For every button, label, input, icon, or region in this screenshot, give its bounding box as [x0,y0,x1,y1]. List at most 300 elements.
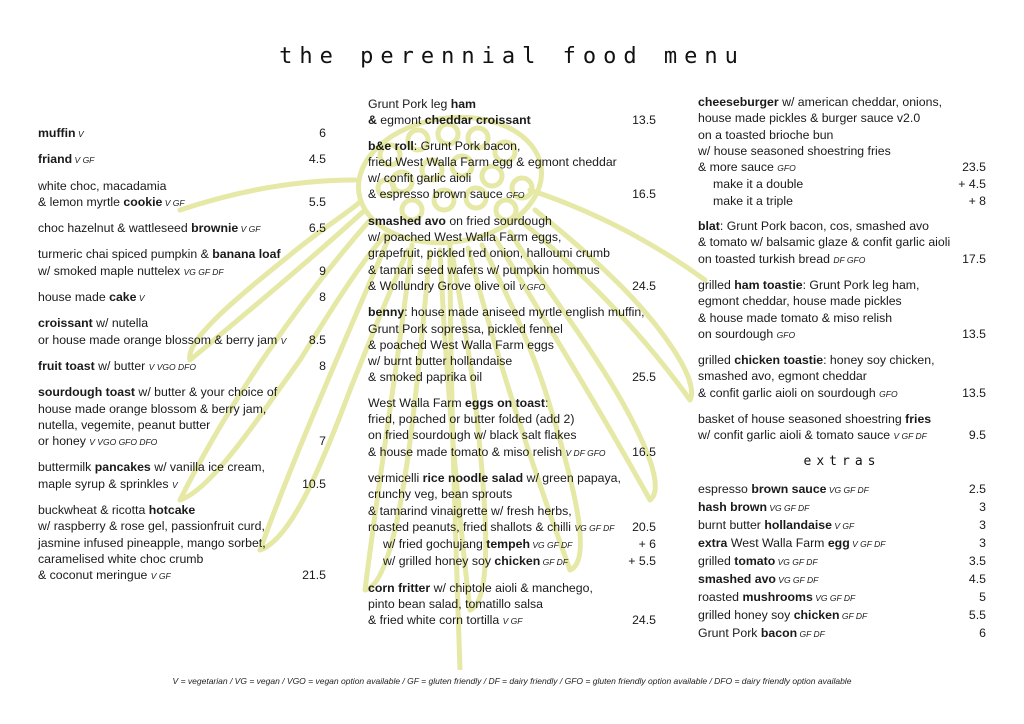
item-text: on sourdough [698,326,777,341]
dietary-tags: GFO [879,388,898,399]
item-description [368,553,568,570]
item-name: croissant [38,316,93,331]
item-text: maple syrup & sprinkles [38,476,172,491]
item-text: egmont [376,113,425,128]
item-text: house made orange blossom & berry jam, [38,401,267,416]
item-description [368,536,572,553]
menu-title: the perennial food menu [279,44,745,69]
item-text: grilled honey soy [698,607,794,622]
menu-item-line [38,358,326,375]
item-description [698,110,920,126]
item-price: 2.5 [968,481,986,496]
item-description [698,535,885,553]
item-description [38,476,178,493]
item-text: : Grunt Pork bacon, [413,138,521,153]
menu-item-line [368,470,656,486]
item-description [38,289,145,306]
item-description [698,368,867,384]
menu-item [368,304,656,385]
item-description [698,352,935,368]
menu-item [38,125,326,142]
item-text: w/ poached West Walla Farm eggs, [368,230,562,245]
item-description [38,246,281,262]
menu-item [698,277,986,343]
dietary-tags: DF GFO [833,254,866,265]
item-price: 17.5 [962,251,986,266]
item-name: cake [109,290,137,305]
item-price: 21.5 [302,568,326,583]
menu-item-line [698,277,986,293]
menu-item-line [368,395,656,411]
item-description [368,170,471,186]
item-description [698,481,869,499]
menu-item [38,315,326,349]
item-text: grilled [698,553,735,568]
menu-item-line [38,194,326,211]
item-description [38,125,84,142]
menu-item-line [698,310,986,326]
item-name: smashed avo [368,213,446,228]
menu-item-line [698,143,986,159]
dietary-tags: V GF [162,197,185,208]
item-name: blat [698,219,720,234]
menu-item [38,246,326,280]
item-text: buckwheat & ricotta [38,503,149,518]
menu-item-line [38,332,326,349]
menu-item-line [368,186,656,203]
item-description [38,417,210,433]
dietary-tags: V [171,479,178,490]
item-description [698,427,927,444]
menu-item-line [368,519,656,536]
item-price: 10.5 [302,476,326,491]
dietary-tags: V GF [150,571,171,582]
dietary-tags: GFO [777,163,796,174]
item-price: 8.5 [308,332,326,347]
item-text: roasted [698,589,743,604]
item-text: & poached West Walla Farm eggs [368,337,554,352]
item-text: pinto bean salad, tomatillo salsa [368,597,543,612]
item-description [698,176,803,192]
menu-item-line [368,154,656,170]
item-price: 7 [319,434,326,449]
item-text: w/ butter & your choice of [135,385,278,400]
extra-item [698,607,986,625]
item-description [368,321,563,337]
item-text: & espresso brown sauce [368,187,507,202]
item-name: hash brown [698,499,768,514]
item-name: chicken toastie [734,353,824,368]
item-description [698,499,809,517]
menu-item-line [368,229,656,245]
item-price: 3.5 [968,553,986,568]
item-description [38,535,266,551]
menu-item [698,94,986,209]
item-text: vermicelli [368,470,423,485]
menu-item-line [368,96,656,112]
item-text: West Walla Farm [368,395,466,410]
menu-item-line [38,401,326,417]
item-description [698,218,929,234]
item-text: jasmine infused pineapple, mango sorbet, [38,535,266,550]
item-text: & lemon myrtle [38,194,124,209]
item-price: 3 [979,517,986,532]
menu-item [38,358,326,375]
dietary-tags: V GF DF [849,538,886,549]
menu-item [368,96,656,129]
menu-item-line [698,293,986,309]
menu-item-line [698,411,986,427]
menu-item-line [368,170,656,186]
menu-item-line [368,112,656,128]
item-text: basket of house seasoned shoestring [698,412,906,427]
dietary-tags: V [136,293,145,304]
item-text: w/ confit garlic aioli [368,171,472,186]
item-description [368,612,522,629]
menu-item [368,138,656,204]
menu-item-line [368,245,656,261]
menu-item-line [368,411,656,427]
menu-item-line [698,368,986,384]
item-price: 4.5 [968,571,986,586]
item-name: chicken [494,554,541,569]
menu-option-line [698,176,986,192]
dietary-tags: V [75,129,84,139]
item-description [698,326,795,343]
dietary-tags: V VGO GFO DFO [89,437,158,448]
item-description [698,517,854,535]
item-price: 23.5 [962,160,986,175]
item-text: & smoked paprika oil [368,370,483,385]
item-text: & house made tomato & miso relish [368,444,566,459]
item-description [698,143,891,159]
item-text: egmont cheddar, house made pickles [698,294,902,309]
menu-item [368,395,656,461]
item-text: w/ green papaya, [523,470,621,485]
item-description [368,580,593,596]
item-price: 4.5 [308,152,326,167]
dietary-tags: V GF [238,224,261,235]
item-description [38,433,157,450]
extra-item [698,589,986,607]
item-description [38,194,185,211]
menu-item-line [368,503,656,519]
item-text: & fried white corn tortilla [368,613,503,628]
item-price: + 5.5 [628,554,656,569]
item-name: friand [38,152,73,167]
item-text: fried, poached or butter folded (add 2) [368,412,575,427]
item-name: mushrooms [742,589,813,604]
menu-item [698,218,986,268]
menu-item-line [38,246,326,262]
menu-item-line [368,612,656,629]
item-name: sourdough toast [38,385,136,400]
item-name: corn fritter [368,580,431,595]
item-name: cheeseburger [698,95,779,109]
dietary-tags: V GF [72,155,95,166]
dietary-tags: VG GF DF [775,556,818,567]
item-text: choc hazelnut & wattleseed [38,221,192,236]
item-text: Grunt Pork leg [368,97,451,111]
item-description [368,262,600,278]
menu-item-line [698,427,986,444]
item-name: banana loaf [212,247,281,262]
menu-item-line [698,234,986,250]
item-price: 6 [319,126,326,140]
item-description [698,553,818,571]
item-price: 9.5 [968,428,986,443]
item-text: burnt butter [698,517,765,532]
item-description [38,315,148,331]
menu-option-line [368,553,656,570]
item-name: fries [905,412,932,427]
item-description [38,332,286,349]
item-price: + 4.5 [958,177,986,192]
item-name: rice noodle salad [422,470,524,485]
item-text: espresso [698,481,752,496]
item-description [368,112,531,128]
menu-item-line [38,535,326,551]
item-description [38,567,171,584]
menu-item [368,213,656,295]
item-text: grilled [698,277,735,292]
item-description [38,151,94,168]
dietary-tags: GFO [506,190,525,201]
item-text: w/ fried gochujang [383,537,487,552]
item-description [368,186,525,203]
dietary-tags: V VGO DFO [148,361,196,372]
item-price: 6 [979,625,986,640]
item-name: hollandaise [764,517,832,532]
item-price: 20.5 [632,519,656,534]
menu-item-line [38,125,326,142]
mains-list [698,94,986,445]
item-text: & tomato w/ balsamic glaze & confit garlic aioli [698,235,951,250]
item-name: eggs on toast [465,395,545,410]
item-price: 5.5 [968,607,986,622]
item-description [368,503,572,519]
item-text: house made [38,290,110,305]
extra-item [698,481,986,499]
menu-item-line [368,304,656,320]
menu-item-line [38,518,326,534]
item-text: w/ grilled honey soy [383,554,495,569]
item-text: w/ raspberry & rose gel, passionfruit curd, [38,519,265,534]
item-text: or honey [38,434,90,449]
menu-item-line [38,567,326,584]
item-text: w/ chiptole aioli & manchego, [430,580,593,595]
item-text: & more sauce [698,160,778,175]
item-text: caramelised white choc crumb [38,551,204,566]
item-text: on fried sourdough [445,213,552,228]
item-name: tomato [734,553,776,568]
extra-item [698,535,986,553]
item-description [368,278,545,295]
item-description [698,607,867,625]
item-text: on fried sourdough w/ black salt flakes [368,428,577,443]
item-description [368,596,543,612]
item-description [368,213,552,229]
item-description [368,411,574,427]
item-description [698,94,942,110]
item-text: : honey soy chicken, [823,353,935,368]
item-text: w/ nutella [92,316,149,331]
menu-item-line [368,278,656,295]
menu-item [38,459,326,493]
item-description [368,353,512,369]
item-text: w/ burnt butter hollandaise [368,354,513,369]
dietary-tags: V [280,335,287,346]
item-text: grilled [698,353,735,368]
menu-item-line [368,262,656,278]
item-text: w/ american cheddar, onions, [778,95,943,109]
item-price: 3 [979,499,986,514]
item-text: West Walla Farm [727,535,828,550]
item-price: 8 [319,358,326,373]
menu-item-line [38,151,326,168]
item-description [368,245,610,261]
extra-item [698,625,986,643]
item-name: brownie [191,221,239,236]
menu-item-line [698,94,986,110]
item-description [698,625,825,643]
menu-item-line [38,459,326,475]
item-text: smashed avo, egmont cheddar [698,369,867,384]
dietary-tags: VG GF DF [574,522,615,533]
menu-item-line [38,433,326,450]
menu-item [38,384,326,450]
item-text: nutella, vegemite, peanut butter [38,417,211,432]
dietary-tags: VG GF DF [775,574,819,585]
item-name: ham toastie [734,277,803,292]
item-text: house made pickles & burger sauce v2.0 [698,111,921,126]
item-description [368,444,606,461]
menu-item [38,178,326,212]
item-price: 16.5 [632,187,656,202]
item-description [698,310,892,326]
item-description [368,229,561,245]
item-text: white choc, macadamia [38,178,167,193]
item-price: 3 [979,535,986,550]
item-price: 13.5 [962,326,986,341]
item-description [698,193,793,209]
menu-item-line [38,384,326,400]
item-name: smashed avo [698,571,776,586]
menu-item-line [38,263,326,280]
item-price: 9 [319,263,326,278]
item-name: hotcake [148,503,196,518]
dietary-tags: GF DF [797,628,825,639]
item-description [38,551,203,567]
item-text: & coconut meringue [38,568,151,583]
item-description [368,154,617,170]
menu-item [698,411,986,445]
item-text: : Grunt Pork bacon, cos, smashed avo [719,219,930,234]
menu-item-line [698,159,986,176]
item-text: Grunt Pork [698,625,761,640]
menu-item-line [368,596,656,612]
menu-option-line [368,536,656,553]
item-price: 16.5 [632,444,656,459]
item-price: 5 [979,589,986,604]
item-name: tempeh [486,537,530,552]
item-description [368,304,645,320]
item-text: : Grunt Pork leg ham, [802,277,920,292]
item-description [368,369,482,385]
item-text: w/ vanilla ice cream, [150,460,265,475]
item-text: & house made tomato & miso relish [698,310,893,325]
item-text: grapefruit, pickled red onion, halloumi crumb [368,246,610,261]
item-name: bacon [760,625,798,640]
item-text: Grunt Pork sopressa, pickled fennel [368,321,563,336]
dietary-legend: V = vegetarian / VG = vegan / VGO = vegan option available / GF = gluten friendly / DF = dairy friendly / GFO = gluten friendly option available / DFO = dairy friendly option available [172,676,852,686]
menu-column-2 [368,96,656,639]
item-description [698,589,855,607]
dietary-tags: GF DF [540,557,568,568]
item-description [698,277,919,293]
item-description [698,571,818,589]
menu-column-3 [698,94,986,643]
item-description [38,518,265,534]
extra-item [698,499,986,517]
item-text: roasted peanuts, fried shallots & chilli [368,519,575,534]
item-description [698,234,950,250]
item-description [38,384,277,400]
extra-item [698,517,986,535]
menu-item-line [38,417,326,433]
menu-item-line [368,427,656,443]
menu-column-1 [38,125,326,594]
menu-item-line [38,220,326,237]
dietary-tags: GFO [776,329,796,340]
dietary-tags: VG GF DF [183,266,224,277]
item-description [38,459,265,475]
item-price: 8 [319,290,326,305]
item-description [368,138,520,154]
item-description [38,220,260,237]
item-price: 5.5 [308,194,326,209]
menu-item-line [368,213,656,229]
dietary-tags: VG GF DF [529,540,573,551]
item-name: brown sauce [751,481,827,496]
item-name: fruit toast [38,358,95,373]
menu-item-line [368,444,656,461]
item-description [698,251,865,268]
menu-item-line [38,502,326,518]
extras-list [698,481,986,643]
item-text: w/ butter [94,358,149,373]
item-text: or house made orange blossom & berry jam [38,332,281,347]
item-description [38,178,167,194]
dietary-tags: V DF GFO [565,447,606,458]
dietary-tags: VG GF DF [826,484,869,495]
item-text: on a toasted brioche bun [698,127,834,142]
item-text: buttermilk [38,460,95,475]
menu-item-line [698,326,986,343]
menu-item-line [38,289,326,306]
item-text: : [544,395,549,410]
dietary-tags: VG GF DF [812,592,856,603]
menu-item [38,289,326,306]
item-text: & tamari seed wafers w/ pumpkin hommus [368,262,600,277]
menu-item [38,220,326,237]
extra-item [698,571,986,589]
item-text: make it a triple [713,193,793,208]
item-price: 25.5 [632,370,656,385]
menu-item-line [698,385,986,402]
item-text: & Wollundry Grove olive oil [368,278,519,293]
extras-heading: extras [803,453,881,469]
